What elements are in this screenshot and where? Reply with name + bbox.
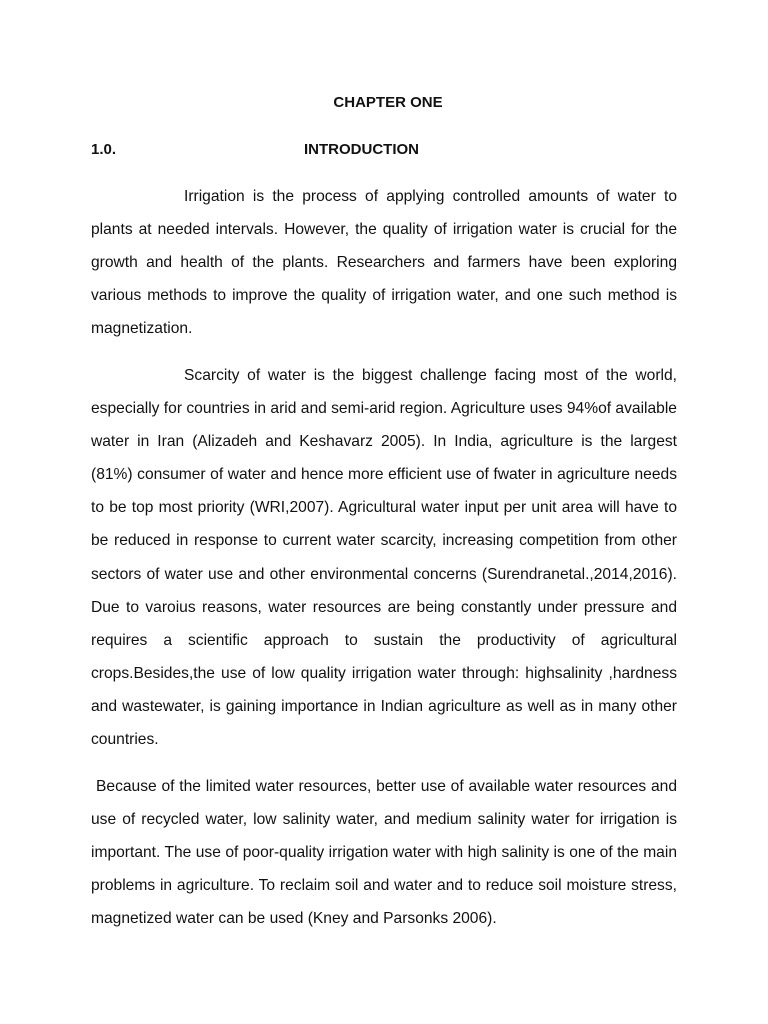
section-title: INTRODUCTION: [304, 141, 419, 158]
paragraph-water-scarcity: Scarcity of water is the biggest challenge facing most of the world, especially for countries in arid and semi-arid region. Agriculture uses 94%of available water in Iran (Alizadeh and Keshavarz 2005). In India, agriculture is the largest (81%) consumer of water and hence more efficient use of fwater in agriculture needs to be top most priority (WRI,2007). Agricultural water input per unit area will have to be reduced in response to current water scarcity, increasing competition from other sectors of water use and other environmental concerns (Surendranetal.,2014,2016). Due to varoius reasons, water resources are being constantly under pressure and requires a scientific approach to sustain the productivity of agricultural crops.Besides,the use of low quality irrigation water through: highsalinity ,hardness and wastewater, is gaining importance in Indian agriculture as well as in many other countries.: [91, 367, 677, 749]
section-number: 1.0.: [91, 141, 117, 158]
paragraph-irrigation-definition: Irrigation is the process of applying controlled amounts of water to plants at needed intervals. However, the quality of irrigation water is crucial for the growth and health of the plants. Researchers and farmers have been exploring various methods to improve the quality of irrigation water, and one such method is magnetization.: [91, 188, 677, 338]
chapter-title: CHAPTER ONE: [333, 94, 443, 111]
paragraph-limited-resources: Because of the limited water resources, better use of available water resources and use of recycled water, low salinity water, and medium salinity water for irrigation is important. The use of poor-quality irrigation water with high salinity is one of the main problems in agriculture. To reclaim soil and water and to reduce soil moisture stress, magnetized water can be used (Kney and Parsonks 2006).: [91, 778, 677, 928]
